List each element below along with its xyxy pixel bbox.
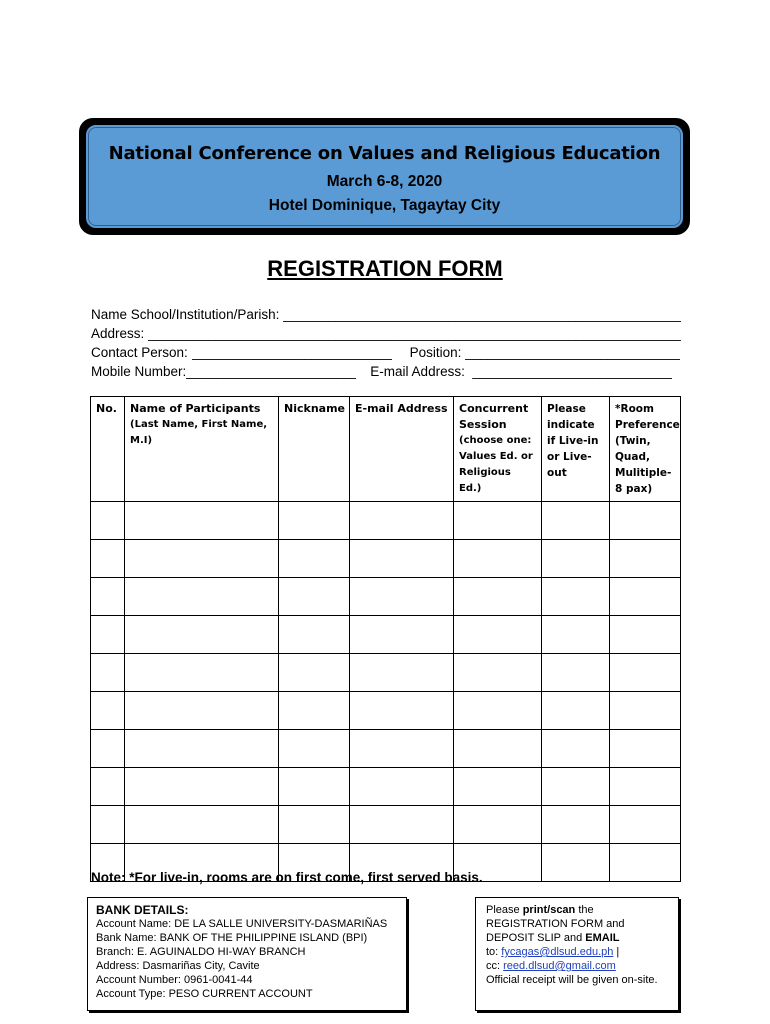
table-row: [91, 730, 681, 768]
table-cell[interactable]: [91, 692, 125, 730]
instructions-line-3: DEPOSIT SLIP and EMAIL: [486, 932, 620, 944]
contact-label: Contact Person:: [91, 345, 188, 360]
column-header-livein: Please indicate if Live-in or Live-out: [542, 397, 610, 502]
table-cell[interactable]: [610, 844, 681, 882]
table-cell[interactable]: [350, 654, 454, 692]
column-header-email: E-mail Address: [350, 397, 454, 502]
table-cell[interactable]: [91, 730, 125, 768]
table-cell[interactable]: [91, 616, 125, 654]
table-cell[interactable]: [91, 502, 125, 540]
table-row: [91, 578, 681, 616]
address-field[interactable]: [91, 324, 681, 343]
table-cell[interactable]: [610, 502, 681, 540]
table-header-row: [91, 397, 681, 502]
cc-email-link[interactable]: reed.dlsud@gmail.com: [503, 960, 616, 972]
conference-title: National Conference on Values and Religious Education: [108, 143, 661, 164]
table-cell[interactable]: [279, 540, 350, 578]
table-cell[interactable]: [350, 616, 454, 654]
column-header-name: Name of Participants (Last Name, First Name, M.I): [125, 397, 279, 502]
bank-details-title: BANK DETAILS:: [96, 903, 189, 917]
bank-account-number: Account Number: 0961-0041-44: [96, 974, 253, 986]
table-row: [91, 502, 681, 540]
table-cell[interactable]: [542, 730, 610, 768]
table-cell[interactable]: [125, 502, 279, 540]
table-cell[interactable]: [125, 654, 279, 692]
bank-account-name: Account Name: DE LA SALLE UNIVERSITY-DASMARIÑAS: [96, 918, 388, 930]
contact-position-field[interactable]: [91, 343, 681, 362]
instructions-receipt: Official receipt will be given on-site.: [486, 974, 658, 986]
table-cell[interactable]: [542, 578, 610, 616]
table-cell[interactable]: [454, 692, 542, 730]
position-label: Position:: [409, 345, 462, 360]
table-cell[interactable]: [91, 540, 125, 578]
participants-table: [90, 396, 681, 882]
conference-venue: Hotel Dominique, Tagaytay City: [268, 197, 501, 214]
table-cell[interactable]: [279, 502, 350, 540]
table-cell[interactable]: [125, 806, 279, 844]
table-cell[interactable]: [454, 540, 542, 578]
table-cell[interactable]: [542, 844, 610, 882]
table-cell[interactable]: [542, 806, 610, 844]
live-in-note: Note: *For live-in, rooms are on first come, first served basis.: [91, 870, 483, 885]
column-header-session-note: (choose one: Values Ed. or Religious Ed.): [459, 435, 533, 494]
table-cell[interactable]: [454, 502, 542, 540]
column-header-nickname: Nickname: [279, 397, 350, 502]
table-cell[interactable]: [610, 806, 681, 844]
table-cell[interactable]: [279, 616, 350, 654]
school-blank[interactable]: [283, 305, 681, 324]
table-row: [91, 768, 681, 806]
table-body: [91, 502, 681, 882]
table-row: [91, 806, 681, 844]
table-cell[interactable]: [542, 654, 610, 692]
instructions-line-2: REGISTRATION FORM and: [486, 918, 625, 930]
bank-branch: Branch: E. AGUINALDO HI-WAY BRANCH: [96, 946, 306, 958]
position-blank[interactable]: [465, 343, 680, 362]
mobile-label: Mobile Number:: [91, 364, 187, 379]
table-cell[interactable]: [279, 768, 350, 806]
school-label: Name School/Institution/Parish:: [91, 307, 280, 322]
bank-details-box: [87, 897, 407, 1011]
table-cell[interactable]: [542, 502, 610, 540]
table-cell[interactable]: [279, 730, 350, 768]
table-cell[interactable]: [125, 540, 279, 578]
column-header-name-note: (Last Name, First Name, M.I): [130, 419, 268, 446]
table-row: [91, 654, 681, 692]
table-cell[interactable]: [454, 730, 542, 768]
table-cell[interactable]: [610, 730, 681, 768]
table-cell[interactable]: [454, 578, 542, 616]
school-field[interactable]: [91, 305, 681, 324]
table-row: [91, 540, 681, 578]
instructions-line-1: Please print/scan the: [486, 904, 594, 916]
table-cell[interactable]: [454, 806, 542, 844]
table-cell[interactable]: [91, 768, 125, 806]
table-cell[interactable]: [91, 806, 125, 844]
table-row: [91, 692, 681, 730]
address-blank[interactable]: [148, 324, 681, 343]
table-cell[interactable]: [350, 502, 454, 540]
column-header-session: Concurrent Session (choose one: Values Ed. or Religious Ed.): [454, 397, 542, 502]
contact-blank[interactable]: [192, 343, 392, 362]
instructions-to-line: to: fycagas@dlsud.edu.ph |: [486, 946, 620, 958]
table-cell[interactable]: [454, 654, 542, 692]
table-cell[interactable]: [279, 654, 350, 692]
table-cell[interactable]: [542, 616, 610, 654]
table-cell[interactable]: [91, 578, 125, 616]
column-header-room: *Room Preference (Twin, Quad, Mulitiple-8 pax): [610, 397, 681, 502]
submission-instructions-box: [475, 897, 679, 1011]
table-cell[interactable]: [125, 616, 279, 654]
table-cell[interactable]: [542, 768, 610, 806]
table-cell[interactable]: [279, 578, 350, 616]
email-blank[interactable]: [472, 362, 672, 381]
table-cell[interactable]: [350, 578, 454, 616]
conference-header: [79, 118, 690, 235]
mobile-blank[interactable]: [186, 362, 356, 381]
table-cell[interactable]: [350, 540, 454, 578]
to-email-link[interactable]: fycagas@dlsud.edu.ph: [501, 946, 614, 958]
table-cell[interactable]: [91, 654, 125, 692]
conference-header-panel: [86, 125, 683, 228]
email-label: E-mail Address:: [370, 364, 465, 379]
table-row: [91, 616, 681, 654]
table-cell[interactable]: [279, 806, 350, 844]
table-cell[interactable]: [125, 692, 279, 730]
bank-account-type: Account Type: PESO CURRENT ACCOUNT: [96, 988, 313, 1000]
table-cell[interactable]: [454, 768, 542, 806]
conference-dates: March 6-8, 2020: [326, 173, 443, 190]
table-cell[interactable]: [350, 768, 454, 806]
table-cell[interactable]: [610, 616, 681, 654]
table-cell[interactable]: [542, 540, 610, 578]
table-cell[interactable]: [542, 692, 610, 730]
table-cell[interactable]: [125, 578, 279, 616]
instructions-cc-line: cc: reed.dlsud@gmail.com: [486, 960, 616, 972]
bank-address: Address: Dasmariñas City, Cavite: [96, 960, 260, 972]
table-cell[interactable]: [279, 692, 350, 730]
table-cell[interactable]: [350, 806, 454, 844]
table-cell[interactable]: [610, 768, 681, 806]
table-cell[interactable]: [610, 692, 681, 730]
table-cell[interactable]: [350, 730, 454, 768]
form-title: REGISTRATION FORM: [267, 256, 503, 281]
address-label: Address:: [91, 326, 145, 341]
bank-name: Bank Name: BANK OF THE PHILIPPINE ISLAND (BPI): [96, 932, 368, 944]
mobile-email-field[interactable]: [91, 362, 681, 381]
table-cell[interactable]: [125, 768, 279, 806]
table-cell[interactable]: [610, 578, 681, 616]
registrant-fields: [91, 305, 681, 381]
table-cell[interactable]: [125, 730, 279, 768]
table-cell[interactable]: [350, 692, 454, 730]
table-cell[interactable]: [454, 616, 542, 654]
column-header-no: No.: [91, 397, 125, 502]
table-cell[interactable]: [610, 654, 681, 692]
table-cell[interactable]: [610, 540, 681, 578]
